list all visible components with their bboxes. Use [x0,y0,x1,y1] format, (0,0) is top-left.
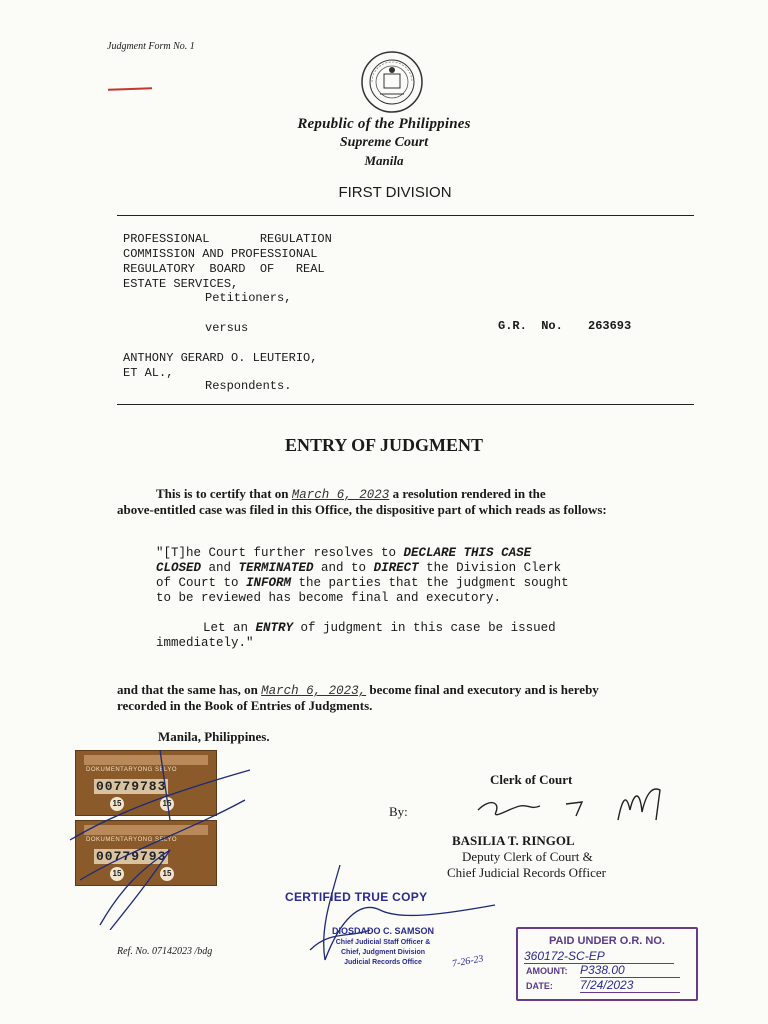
final-text: become final and executory and is hereby [369,682,599,697]
quote-line [156,546,531,562]
final-line-1 [117,682,599,698]
quote-line [203,621,556,636]
quote-emphasis: DIRECT [373,561,419,575]
petitioners-role: Petitioners, [205,291,292,305]
republic-heading: Republic of the Philippines [297,116,471,132]
stamp-serial: 00779793 [96,849,167,864]
form-label: Judgment Form No. 1 [107,41,195,52]
gr-number: 263693 [588,319,632,333]
stamp-denomination: 15 [160,797,174,811]
gr-label: G.R. No. [498,319,563,333]
final-text: and that the same has, on [117,682,258,697]
stamp-denomination: 15 [110,867,124,881]
certify-line-1 [156,486,546,502]
quote-line: immediately." [156,636,254,650]
quote-emphasis: INFORM [246,576,292,590]
stamp-label: DOKUMENTARYONG SELYO [86,837,178,843]
respondents-block [123,351,317,381]
date-label: DATE: [526,981,553,991]
respondents-role: Respondents. [205,379,292,393]
clerk-signature-icon [470,780,685,830]
payment-heading: PAID UNDER O.R. NO. [549,935,665,947]
certifier-name: DIOSDADO C. SAMSON [331,926,434,936]
quote-emphasis: DECLARE THIS CASE [403,546,532,560]
city-heading: Manila [364,153,404,168]
certify-text: a resolution rendered in the [392,486,546,501]
certifier-line-1: Chief Judicial Staff Officer & [335,939,431,946]
stamp-cancellation-scribble [60,730,260,930]
quote-text: and [201,561,239,575]
petitioners-block [123,232,332,292]
final-line-2: recorded in the Book of Entries of Judgments. [117,698,373,713]
certifier-line-2: Chief, Judgment Division [340,949,425,956]
quote-text: Let an [203,621,256,635]
amount-label: AMOUNT: [526,966,568,976]
caption-line: COMMISSION AND PROFESSIONAL [123,247,318,261]
caption-top-rule [117,215,694,216]
certified-date: 7-26-23 [451,953,485,970]
quote-line [156,576,569,591]
quote-emphasis: CLOSED [156,561,202,575]
dispositive-quote [156,546,531,562]
payment-stamp [516,927,698,1001]
place-line: Manila, Philippines. [158,729,270,744]
caption-bottom-rule [117,404,694,405]
quote-line [156,561,561,576]
clerk-office: Clerk of Court [490,772,573,787]
certifier-line-3: Judicial Records Office [344,959,422,966]
stamp-serial: 00779783 [96,779,167,794]
quote-emphasis: TERMINATED [238,561,314,575]
clerk-title-1: Deputy Clerk of Court & [462,849,593,864]
red-pen-mark [108,87,152,91]
clerk-title-2: Chief Judicial Records Officer [447,865,606,880]
finality-date: March 6, 2023, [261,684,367,698]
payment-amount: P338.00 [580,963,680,978]
versus-label: versus [205,321,249,335]
stamp-denomination: 15 [110,797,124,811]
quote-emphasis: ENTRY [255,621,294,635]
court-heading: Supreme Court [339,135,429,150]
by-label: By: [389,804,408,819]
certify-line-2: above-entitled case was filed in this Office, the dispositive part of which reads as follows: [117,502,607,517]
document-title: ENTRY OF JUDGMENT [284,435,484,455]
certify-text: This is to certify that on [156,486,289,501]
certified-true-copy-stamp: CERTIFIED TRUE COPY [285,890,428,904]
quote-text: of Court to [156,576,247,590]
caption-line: PROFESSIONAL REGULATION [123,232,332,246]
caption-line: REGULATORY BOARD OF REAL [123,262,325,276]
quote-text: and to [313,561,374,575]
quote-text: the parties that the judgment sought [291,576,569,590]
caption-line: ANTHONY GERARD O. LEUTERIO, [123,351,318,365]
resolution-date: March 6, 2023 [291,488,390,502]
caption-line: ET AL., [123,366,174,380]
quote-line: to be reviewed has become final and executory. [156,591,502,605]
caption-line: ESTATE SERVICES, [123,277,239,291]
or-number: 360172-SC-EP [524,949,674,964]
quote-text: of judgment in this case be issued [293,621,556,635]
reference-number: Ref. No. 07142023 /bdg [117,946,213,957]
stamp-denomination: 15 [160,867,174,881]
quote-text: "[T]he Court further resolves to [156,546,404,560]
supreme-court-seal-icon [360,50,424,114]
stamp-label: DOKUMENTARYONG SELYO [86,767,178,773]
quote-text: the Division Clerk [418,561,562,575]
payment-date: 7/24/2023 [580,978,680,993]
division-heading: FIRST DIVISION [338,184,452,201]
clerk-name: BASILIA T. RINGOL [452,833,575,848]
